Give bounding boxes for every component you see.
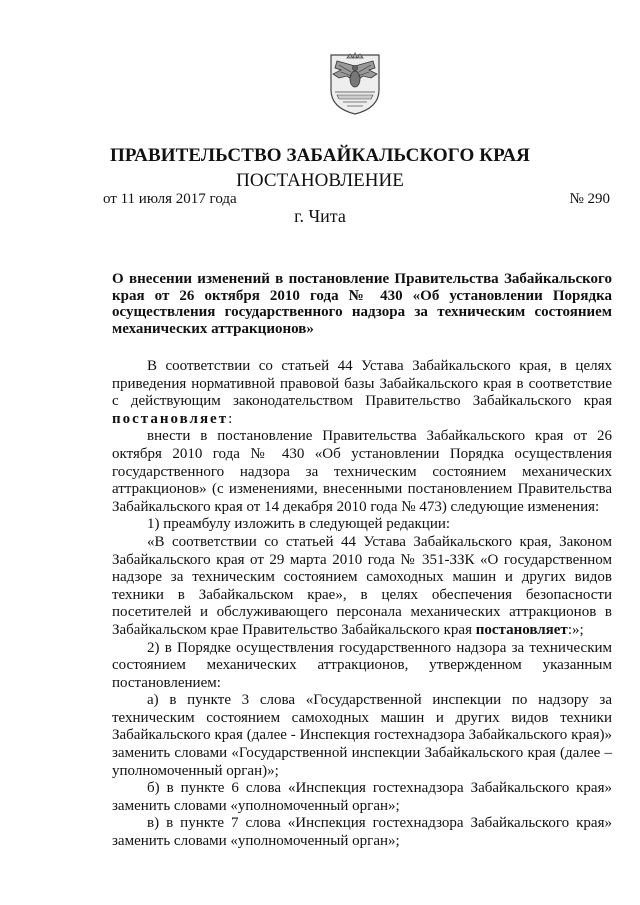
paragraph-preamble-new [112, 534, 612, 640]
paragraph-text: В соответствии со статьей 44 Устава Забайкальского края, в целях приведения нормативной правовой базы Забайкальского края в соответствие с действующим законодательством Правительство Забайкальского края [112, 358, 612, 410]
paragraph-item-2b: б) в пункте 6 слова «Инспекция гостехнадзора Забайкальского края» заменить словами «уполномоченный орган»; [112, 780, 612, 814]
paragraph-tail: : [228, 410, 233, 427]
paragraph-preamble [112, 358, 612, 428]
coat-of-arms-icon [327, 52, 383, 116]
document-number: № 290 [569, 191, 610, 207]
government-title: ПРАВИТЕЛЬСТВО ЗАБАЙКАЛЬСКОГО КРАЯ [109, 145, 530, 166]
paragraph-item-2a: а) в пункте 3 слова «Государственной инспекции по надзору за техническим состоянием самоходных машин и других видов техники Забайкальского края (далее - Инспекция гостехнадзора Забайкальского края)» заменить словами «Государственной инспекции Забайкальского края (далее – уполномоченный орган)»; [112, 692, 612, 779]
decree-keyword: постановляет [112, 410, 229, 427]
document-date: от 11 июля 2017 года [103, 191, 237, 207]
document-city: г. Чита [294, 206, 346, 226]
decree-keyword: постановляет [475, 621, 568, 638]
document-heading: О внесении изменений в постановление Правительства Забайкальского края от 26 октября 2010 года № 430 «Об установлении Порядка осуществления государственного надзора за техническим состоянием механических аттракционов» [112, 271, 612, 337]
coat-of-arms-graphic [327, 52, 383, 116]
paragraph-tail: :»; [567, 621, 584, 638]
document-type: ПОСТАНОВЛЕНИЕ [236, 170, 404, 191]
paragraph-item-2c: в) в пункте 7 слова «Инспекция гостехнадзора Забайкальского края» заменить словами «уполномоченный орган»; [112, 815, 612, 850]
paragraph-item-2: 2) в Порядке осуществления государственного надзора за техническим состоянием механических аттракционов, утвержденном указанным постановлением: [112, 639, 612, 691]
paragraph-resolution: внести в постановление Правительства Забайкальского края от 26 октября 2010 года № 430 «Об установлении Порядка осуществления государственного надзора за техническим состоянием механических аттракционов» (с изменениями, внесенными постановлением Правительства Забайкальского края от 14 декабря 2010 года № 473) следующие изменения: [112, 428, 612, 515]
paragraph-item-1: 1) преамбулу изложить в следующей редакции: [147, 516, 451, 533]
document-body [112, 358, 612, 851]
paragraph-text: «В соответствии со статьей 44 Устава Забайкальского края, Законом Забайкальского края от 29 марта 2010 года № 351-ЗЗК «О государственном надзоре за техническим состоянием самоходных машин и других видов техники в Забайкальском крае», в целях обеспечения безопасности посетителей и обслуживающего персонала механических аттракционов в Забайкальском крае Правительство Забайкальского края [112, 533, 612, 638]
